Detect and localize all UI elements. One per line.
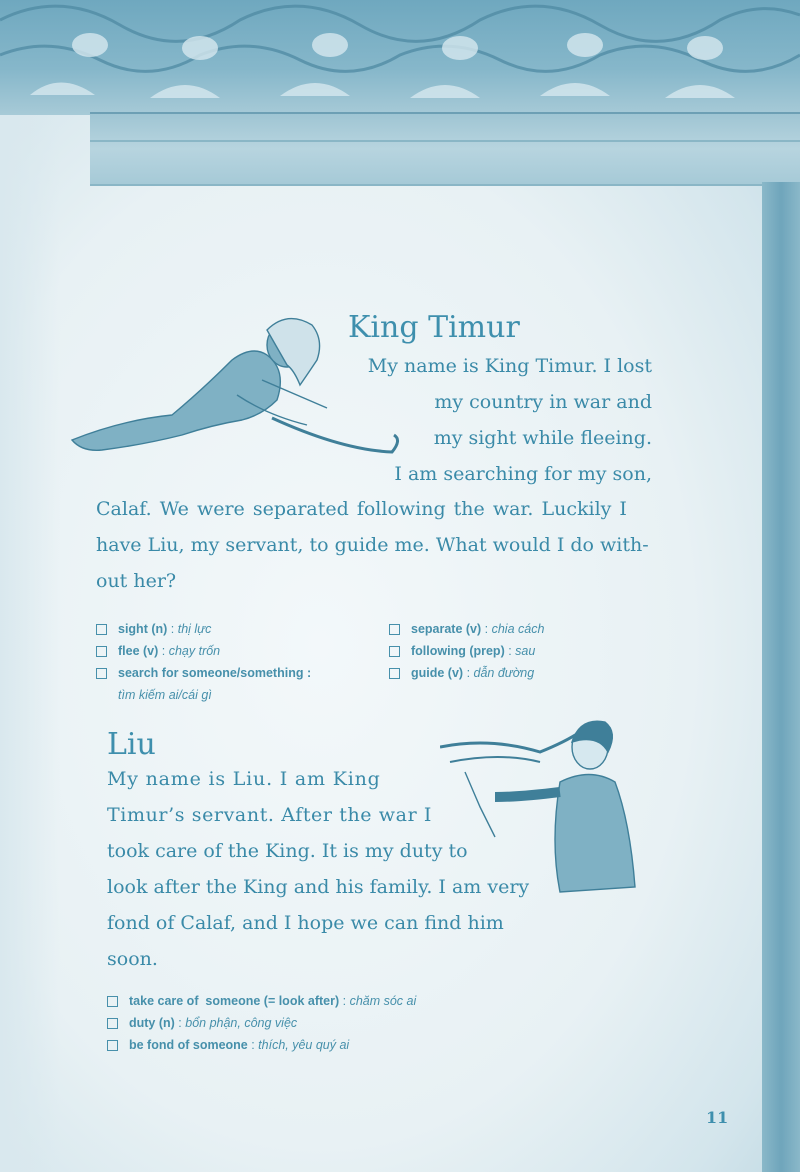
timur-text-line-7: out her?: [96, 570, 177, 592]
vocab-term: sight (n): [118, 622, 168, 636]
checkbox-icon: [389, 624, 400, 635]
checkbox-icon: [96, 646, 107, 657]
checkbox-icon: [107, 996, 118, 1007]
liu-text-line-1: My name is Liu. I am King: [107, 768, 381, 790]
timur-text-line-3: my sight while fleeing.: [433, 427, 652, 449]
checkbox-icon: [107, 1040, 118, 1051]
vocab-gloss: tìm kiếm ai/cái gì: [118, 688, 212, 702]
vocab-item: [389, 618, 544, 640]
liu-text-line-3: took care of the King. It is my duty to: [107, 840, 468, 862]
timur-heading: King Timur: [348, 310, 520, 345]
vocab-sep: :: [303, 666, 312, 680]
timur-vocab-left: [96, 618, 311, 706]
checkbox-icon: [389, 668, 400, 679]
checkbox-icon: [96, 668, 107, 679]
vocab-item: [389, 662, 544, 684]
timur-text-line-5: Calaf. We were separated following the war. Luckily I: [96, 498, 627, 520]
vocab-gloss: thích, yêu quý ai: [258, 1038, 350, 1052]
vocab-term: guide (v): [411, 666, 464, 680]
liu-text-line-6: soon.: [107, 948, 158, 970]
checkbox-icon: [96, 624, 107, 635]
vocab-gloss: dẫn đường: [473, 666, 535, 680]
vocab-term: be fond of someone: [129, 1038, 248, 1052]
checkbox-icon: [389, 646, 400, 657]
vocab-gloss: thị lực: [177, 622, 212, 636]
timur-text-line-1: My name is King Timur. I lost: [367, 355, 652, 377]
page-edge-shade: [0, 115, 60, 1172]
liu-heading: Liu: [107, 727, 156, 762]
timur-text-line-4: I am searching for my son,: [394, 463, 652, 485]
vocab-sep: :: [174, 1016, 186, 1030]
vocab-term: separate (v): [411, 622, 482, 636]
vocab-sep: :: [247, 1038, 259, 1052]
wooden-beam: [90, 112, 800, 186]
wooden-pillar: [762, 182, 800, 1172]
vocab-sep: :: [158, 644, 169, 658]
vocab-item: [389, 640, 544, 662]
vocab-term: take care of someone (= look after): [129, 994, 340, 1008]
vocab-term: duty (n): [129, 1016, 175, 1030]
timur-vocab-right: [389, 618, 544, 684]
liu-vocab: [107, 990, 416, 1056]
vocab-term: flee (v): [118, 644, 159, 658]
checkbox-icon: [107, 1018, 118, 1029]
vocab-gloss: chạy trốn: [168, 644, 221, 658]
beam-divider: [90, 140, 800, 142]
vocab-gloss: bổn phận, công việc: [185, 1016, 298, 1030]
page-number: 11: [706, 1108, 729, 1127]
vocab-sep: :: [504, 644, 516, 658]
vocab-sep: :: [167, 622, 178, 636]
liu-text-line-5: fond of Calaf, and I hope we can find him: [107, 912, 504, 934]
vocab-gloss: chia cách: [491, 622, 545, 636]
liu-text-line-2: Timur’s servant. After the war I: [107, 804, 432, 826]
vocab-item: [107, 1034, 416, 1056]
liu-text-line-4: look after the King and his family. I am very: [107, 876, 530, 898]
vocab-term: search for someone/something: [118, 666, 304, 680]
vocab-item: [96, 662, 311, 684]
vocab-gloss: chăm sóc ai: [349, 994, 417, 1008]
vocab-item: [107, 1012, 416, 1034]
vocab-item-continuation: [96, 684, 311, 706]
vocab-item: [96, 640, 311, 662]
timur-text-line-2: my country in war and: [434, 391, 652, 413]
vocab-gloss: sau: [515, 644, 536, 658]
vocab-sep: :: [463, 666, 474, 680]
vocab-term: following (prep): [411, 644, 505, 658]
vocab-item: [96, 618, 311, 640]
vocab-sep: :: [481, 622, 492, 636]
vocab-item: [107, 990, 416, 1012]
timur-text-line-6: have Liu, my servant, to guide me. What would I do with-: [96, 534, 649, 556]
roof-decoration: [0, 0, 800, 115]
vocab-sep: :: [339, 994, 350, 1008]
